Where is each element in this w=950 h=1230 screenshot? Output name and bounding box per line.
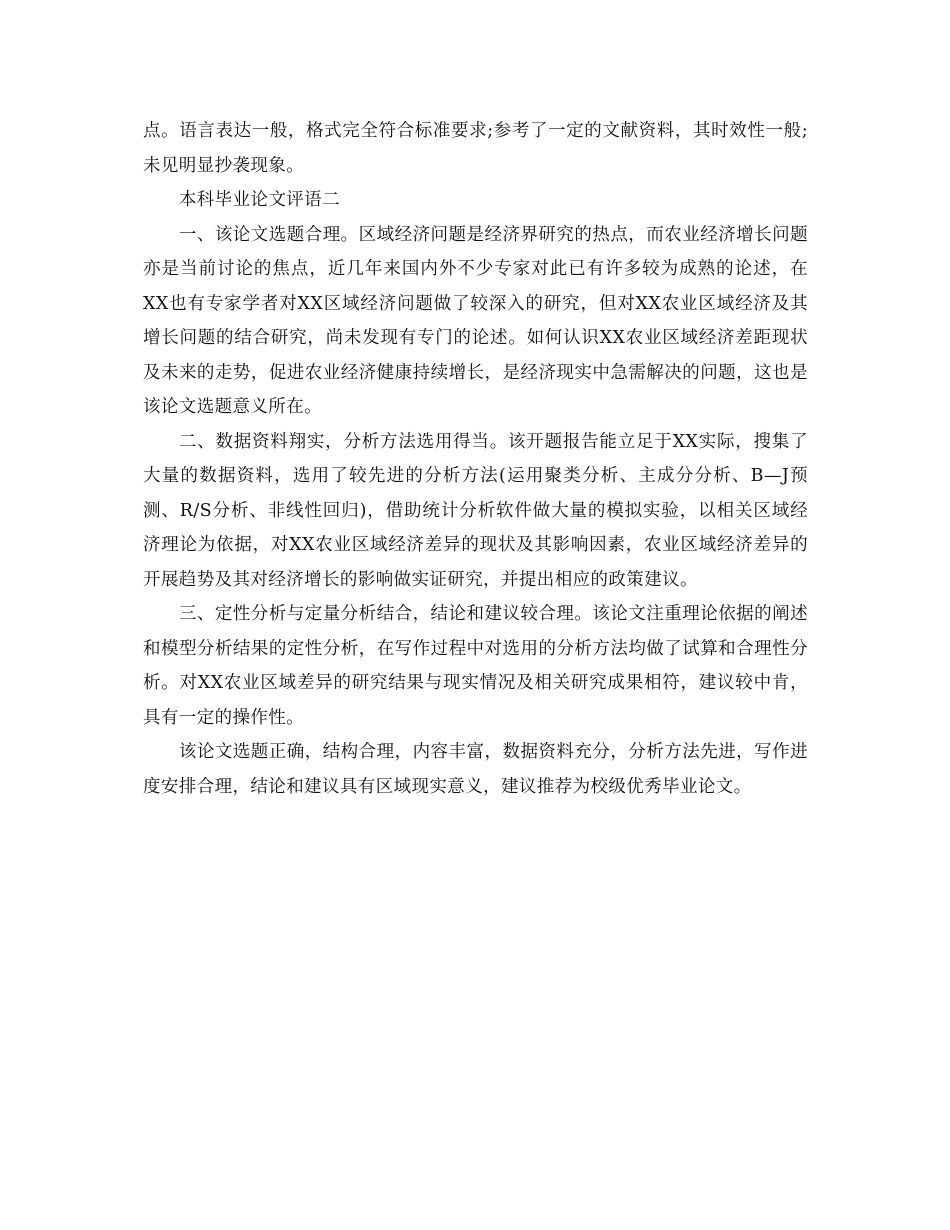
paragraph-point-three: 三、定性分析与定量分析结合，结论和建议较合理。该论文注重理论依据的阐述和模型分析结果的定性分析，在写作过程中对选用的分析方法均做了试算和合理性分析。对XX农业区域差异的研究结果与现实情况及相关研究成果相符，建议较中肯，具有一定的操作性。	[143, 604, 808, 728]
paragraph-continuation: 点。语言表达一般，格式完全符合标准要求;参考了一定的文献资料，其时效性一般;未见明显抄袭现象。	[143, 121, 808, 176]
section-heading: 本科毕业论文评语二	[178, 190, 340, 210]
paragraph-conclusion: 该论文选题正确，结构合理，内容丰富，数据资料充分，分析方法先进，写作进度安排合理，结论和建议具有区域现实意义，建议推荐为校级优秀毕业论文。	[143, 742, 808, 797]
paragraph-point-one: 一、该论文选题合理。区域经济问题是经济界研究的热点，而农业经济增长问题亦是当前讨论的焦点，近几年来国内外不少专家对此已有许多较为成熟的论述，在XX也有专家学者对XX区域经济问题做了较深入的研究，但对XX农业区域经济及其增长问题的结合研究，尚未发现有专门的论述。如何认识XX农业区域经济差距现状及未来的走势，促进农业经济健康持续增长，是经济现实中急需解决的问题，这也是该论文选题意义所在。	[143, 224, 808, 417]
paragraph-point-two: 二、数据资料翔实，分析方法选用得当。该开题报告能立足于XX实际，搜集了大量的数据资料，选用了较先进的分析方法(运用聚类分析、主成分分析、B—J预测、R/S分析、非线性回归)，借助统计分析软件做大量的模拟实验，以相关区域经济理论为依据，对XX农业区域经济差异的现状及其影响因素，农业区域经济差异的开展趋势及其对经济增长的影响做实证研究，并提出相应的政策建议。	[143, 431, 808, 590]
document-body	[143, 114, 808, 804]
